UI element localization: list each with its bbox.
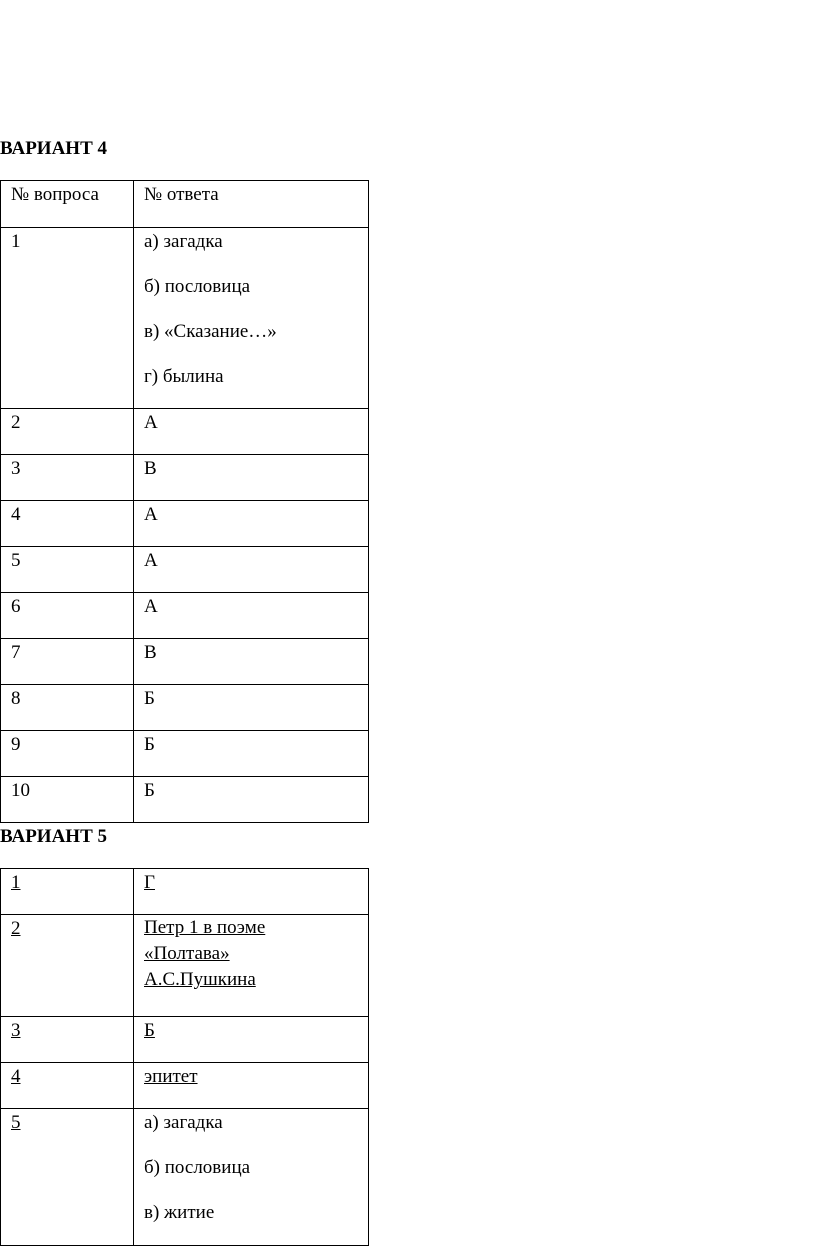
question-number-cell <box>1 228 134 409</box>
answer-cell <box>134 228 369 409</box>
answer-cell <box>134 915 369 1017</box>
answer-line: а) загадка <box>144 231 223 252</box>
question-number: 4 <box>11 1066 21 1087</box>
variant-5-table <box>0 868 369 1246</box>
header-question-label: № вопроса <box>11 184 99 205</box>
question-number-cell <box>1 409 134 455</box>
variant-5-heading: ВАРИАНТ 5 <box>0 826 108 847</box>
answer-cell <box>134 593 369 639</box>
question-number: 1 <box>11 231 21 252</box>
answer-line: А <box>144 550 158 571</box>
question-number: 4 <box>11 504 21 525</box>
question-number: 9 <box>11 734 21 755</box>
answer-line: в) «Сказание…» <box>144 321 277 342</box>
question-number-cell <box>1 593 134 639</box>
question-number: 6 <box>11 596 21 617</box>
answer-line: в) житие <box>144 1202 215 1223</box>
table-row <box>1 869 369 915</box>
question-number: 2 <box>11 412 21 433</box>
question-number-cell <box>1 1017 134 1063</box>
answer-line: А <box>144 596 158 617</box>
question-number: 5 <box>11 550 21 571</box>
table-row <box>1 455 369 501</box>
answer-line: а) загадка <box>144 1112 223 1133</box>
question-number: 8 <box>11 688 21 709</box>
header-question-cell <box>1 181 134 228</box>
answer-line: Б <box>144 1020 155 1041</box>
header-answer-cell <box>134 181 369 228</box>
header-answer-label: № ответа <box>144 184 219 205</box>
answer-cell <box>134 1063 369 1109</box>
question-number-cell <box>1 731 134 777</box>
question-number: 7 <box>11 642 21 663</box>
table-row <box>1 547 369 593</box>
question-number-cell <box>1 1109 134 1246</box>
answer-line: А <box>144 412 158 433</box>
answer-line: б) пословица <box>144 276 251 297</box>
answer-line: В <box>144 458 157 479</box>
table-row <box>1 1063 369 1109</box>
question-number: 10 <box>11 780 30 801</box>
answer-cell <box>134 501 369 547</box>
table-row <box>1 639 369 685</box>
question-number-cell <box>1 501 134 547</box>
table-header-row <box>1 181 369 228</box>
answer-line: Б <box>144 688 155 709</box>
answer-line: А.С.Пушкина <box>144 969 256 990</box>
question-number-cell <box>1 869 134 915</box>
table-row <box>1 228 369 409</box>
answer-cell <box>134 731 369 777</box>
answer-line: «Полтава» <box>144 943 230 964</box>
answer-line: Петр 1 в поэме <box>144 917 266 938</box>
table-row <box>1 685 369 731</box>
answer-cell <box>134 685 369 731</box>
question-number-cell <box>1 685 134 731</box>
answer-cell <box>134 455 369 501</box>
answer-cell <box>134 777 369 823</box>
answer-line: б) пословица <box>144 1157 251 1178</box>
answer-line: А <box>144 504 158 525</box>
question-number-cell <box>1 547 134 593</box>
answer-line: Б <box>144 780 155 801</box>
table-row <box>1 1109 369 1246</box>
question-number: 1 <box>11 872 21 893</box>
answer-line: Г <box>144 872 155 893</box>
table-row <box>1 501 369 547</box>
table-row <box>1 777 369 823</box>
table-row <box>1 731 369 777</box>
variant-4-table <box>0 180 369 823</box>
table-row <box>1 1017 369 1063</box>
answer-cell <box>134 1017 369 1063</box>
question-number-cell <box>1 639 134 685</box>
table-row <box>1 593 369 639</box>
question-number-cell <box>1 455 134 501</box>
table-row <box>1 915 369 1017</box>
answer-line: Б <box>144 734 155 755</box>
answer-cell <box>134 639 369 685</box>
question-number-cell <box>1 915 134 1017</box>
answer-cell <box>134 869 369 915</box>
answer-line: эпитет <box>144 1066 198 1087</box>
answer-cell <box>134 547 369 593</box>
question-number-cell <box>1 777 134 823</box>
variant-4-heading: ВАРИАНТ 4 <box>0 138 108 159</box>
table-row <box>1 409 369 455</box>
question-number: 2 <box>11 918 21 939</box>
question-number: 3 <box>11 1020 21 1041</box>
question-number: 5 <box>11 1112 21 1133</box>
question-number: 3 <box>11 458 21 479</box>
question-number-cell <box>1 1063 134 1109</box>
answer-cell <box>134 409 369 455</box>
answer-cell <box>134 1109 369 1246</box>
answer-line: В <box>144 642 157 663</box>
answer-line: г) былина <box>144 366 224 387</box>
